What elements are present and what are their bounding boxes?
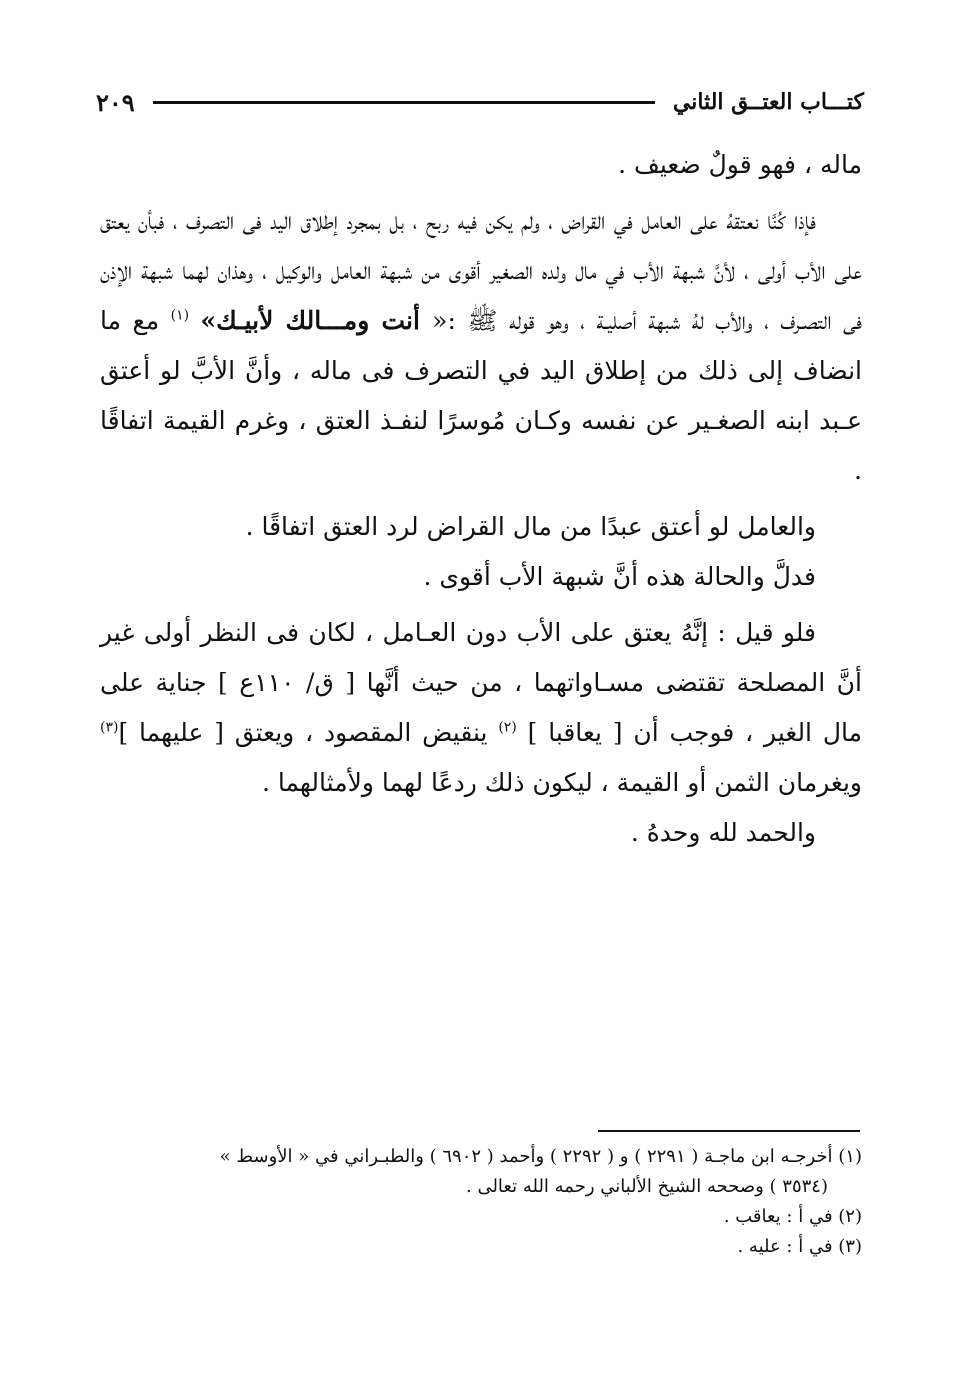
paragraph-2 (100, 196, 862, 496)
paragraph-1: ماله ، فهو قولٌ ضعيف . (618, 150, 862, 179)
hadith-quote: أنت ومـــالك لأبيـك (216, 306, 433, 335)
paragraph-5-text: فلو قيل : إنَّهُ يعتق على الأب دون العـامل ، لكان فى النظر أولى غير أنَّ المصلحة تقتضى مسـاواتهما ، من حيث أنَّها [ ق/ ١١٠ع ] جناية على مال الغير ، فوجب أن [ يعاقبا ] (100, 618, 863, 747)
header-rule (153, 101, 655, 104)
footnote-separator (598, 1130, 860, 1132)
footnote-ref-3: (٣) (100, 719, 119, 736)
footnote-ref-2: (٢) (498, 719, 517, 736)
main-text (100, 140, 862, 858)
paragraph-4: فدلَّ والحالة هذه أنَّ شبهة الأب أقوى . (423, 562, 816, 591)
footnote-1-continued: (٣٥٣٤ ) وصححه الشيخ الألباني رحمه الله تعالى . (466, 1176, 828, 1197)
footnote-ref-1: (١) (170, 307, 190, 324)
running-title: كتـــاب العتــق الثاني (672, 89, 864, 115)
page-number: ٢٠٩ (96, 87, 135, 117)
paragraph-5 (100, 608, 862, 808)
footnote-1: (١) أخرجـه ابن ماجـة ( ٢٢٩١ ) و ( ٢٢٩٢ ) وأحمد ( ٦٩٠٢ ) والطبـراني في « الأوسط » (219, 1146, 862, 1167)
paragraph-2-rest: مع ما انضاف إلى ذلك من إطلاق اليد في التصرف فى ماله ، وأنَّ الأبَّ لو أعتق عـبد ابنه الصغـير عن نفسه وكـان مُوسرًا لنفـذ العتق ، وغرم القيمة اتفاقًا . (100, 306, 862, 485)
page-header (96, 82, 864, 122)
paragraph-6: والحمد لله وحدهُ . (630, 818, 816, 847)
paragraph-2-text: فإذا كُنَّا نعتقهُ على العامل في القراض ، ولم يكن فيه ربح ، بل بمجرد إطلاق اليد فى التصرف ، فبأن يعتق على الأب أولى ، لأنَّ شبهة الأب في مال ولده الصغير أقوى من شبهة العامل والوكيل ، وهذان لهما شبهة الإذن فى التصـرف ، والأب لهُ شبهة أصليـة ، وهو قوله ﷺ :« (100, 206, 862, 335)
paragraph-3: والعامل لو أعتق عبدًا من مال القراض لرد العتق اتفاقًا . (245, 512, 816, 541)
footnote-2: (٢) في أ : يعاقب . (723, 1206, 862, 1227)
footnotes (100, 1142, 862, 1262)
paragraph-5-rest: ويغرمان الثمن أو القيمة ، ليكون ذلك ردعًا لهما ولأمثالهما . (261, 768, 862, 797)
hadith-close-quote: » (200, 306, 217, 335)
footnote-3: (٣) في أ : عليه . (737, 1236, 862, 1257)
paragraph-5-middle: ينقيض المقصود ، ويعتق [ عليهما ] (118, 718, 499, 747)
